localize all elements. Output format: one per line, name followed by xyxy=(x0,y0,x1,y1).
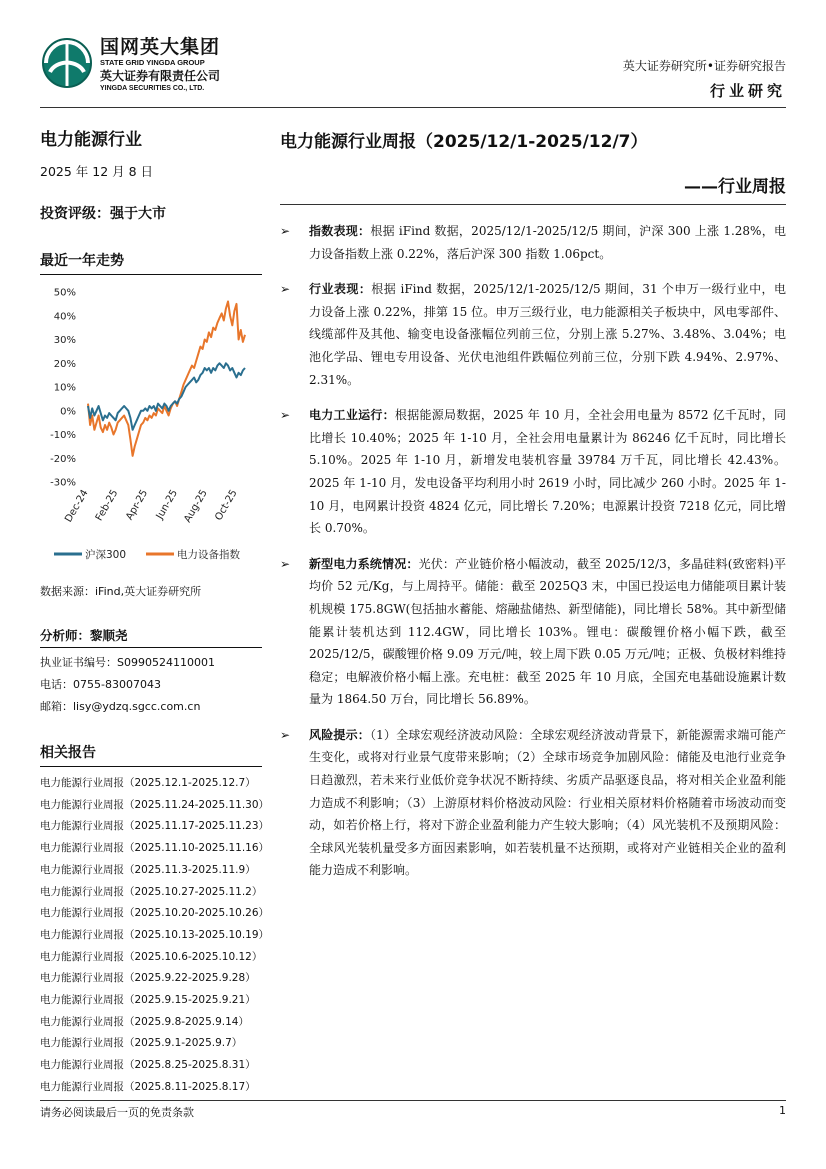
page-number: 1 xyxy=(779,1104,786,1117)
related-report-item[interactable]: 电力能源行业周报（2025.10.6-2025.10.12） xyxy=(40,950,263,963)
report-date: 2025 年 12 月 8 日 xyxy=(40,164,154,179)
risk-warning-paragraph xyxy=(280,724,786,882)
arrow-bullet-icon: ➢ xyxy=(280,282,291,297)
arrow-bullet-icon: ➢ xyxy=(280,727,291,742)
related-report-item[interactable]: 电力能源行业周报（2025.10.20-2025.10.26） xyxy=(40,907,270,920)
report-title: 电力能源行业周报（2025/12/1-2025/12/7） xyxy=(280,132,648,152)
company-logo xyxy=(40,36,260,96)
y-tick-label: 40% xyxy=(53,311,76,323)
y-tick-label: -20% xyxy=(50,453,76,465)
x-tick-label: Jun-25 xyxy=(154,488,180,522)
related-report-item[interactable]: 电力能源行业周报（2025.11.10-2025.11.16） xyxy=(40,842,270,855)
logo-cn-name: 国网英大集团 xyxy=(100,36,221,58)
trend-chart xyxy=(40,280,262,570)
legend-label: 电力设备指数 xyxy=(177,549,240,561)
related-report-item[interactable]: 电力能源行业周报（2025.9.22-2025.9.28） xyxy=(40,972,256,985)
x-tick-label: Feb-25 xyxy=(93,488,121,523)
header-divider xyxy=(40,107,786,108)
paragraph-lead: 电力工业运行： xyxy=(309,408,395,423)
related-report-item[interactable]: 电力能源行业周报（2025.8.25-2025.8.31） xyxy=(40,1059,256,1072)
logo-en-subsidiary: YINGDA SECURITIES CO., LTD. xyxy=(100,85,205,92)
y-tick-label: 30% xyxy=(53,335,76,346)
y-tick-label: 10% xyxy=(53,382,76,394)
x-tick-label: Oct-25 xyxy=(213,488,240,523)
index-performance-paragraph xyxy=(280,220,786,265)
analyst-cert: 执业证书编号：S0990524110001 xyxy=(40,656,215,669)
related-report-item[interactable]: 电力能源行业周报（2025.11.3-2025.11.9） xyxy=(40,863,256,876)
related-reports xyxy=(40,744,270,1099)
disclaimer-note: 请务必阅读最后一页的免责条款 xyxy=(40,1106,194,1119)
paragraph-lead: 新型电力系统情况： xyxy=(309,556,419,571)
logo-en-name: STATE GRID YINGDA GROUP xyxy=(100,58,205,67)
industry-name: 电力能源行业 xyxy=(40,130,142,150)
related-report-item[interactable]: 电力能源行业周报（2025.8.11-2025.8.17） xyxy=(40,1080,256,1093)
industry-performance-paragraph xyxy=(280,278,786,391)
header-subtitle: 英大证券研究所•证券研究报告 xyxy=(622,59,786,73)
analyst-email[interactable]: 邮箱：lisy@ydzq.sgcc.com.cn xyxy=(40,700,201,713)
y-tick-label: -30% xyxy=(50,477,76,489)
x-tick-label: Dec-24 xyxy=(63,488,91,525)
related-report-item[interactable]: 电力能源行业周报（2025.11.24-2025.11.30） xyxy=(40,798,270,811)
related-list xyxy=(40,773,270,1099)
paragraph-lead: 风险提示： xyxy=(309,727,370,742)
paragraph-lead: 指数表现： xyxy=(309,224,371,238)
y-tick-label: 0% xyxy=(60,406,76,418)
arrow-bullet-icon: ➢ xyxy=(280,556,291,571)
trend-section-title: 最近一年走势 xyxy=(40,252,262,275)
related-title: 相关报告 xyxy=(40,744,262,767)
series-line xyxy=(88,302,245,456)
paragraph-text: （1）全球宏观经济波动风险：全球宏观经济波动背景下，新能源需求端可能产生变化，或将对行业景气度带来影响；（2）全球市场竞争加剧风险：储能及电池行业竞争日趋激烈，若未来行业低价竞争状况不断持续、劣质产品驱逐良品，将对相关企业盈利能力造成不利影响；（3）上游原材料价格波动风险：行业相关原材料价格随着市场波动而变动，如若价格上行，将对下游企业盈利能力产生较大影响；（4）风光装机不及预期风险：全球风光装机量受多方面因素影响，如若装机量不达预期，或将对产业链相关企业的盈利能力造成不利影响。 xyxy=(309,727,786,878)
title-divider xyxy=(280,204,786,205)
investment-rating: 投资评级：强于大市 xyxy=(40,206,166,222)
state-grid-logo-icon xyxy=(40,36,94,90)
related-report-item[interactable]: 电力能源行业周报（2025.9.1-2025.9.7） xyxy=(40,1037,243,1050)
analyst-block xyxy=(40,626,262,714)
related-report-item[interactable]: 电力能源行业周报（2025.10.27-2025.11.2） xyxy=(40,885,263,898)
y-tick-label: -10% xyxy=(50,430,76,441)
paragraph-text: 根据 iFind 数据，2025/12/1-2025/12/5 期间，沪深 300 上涨 1.28%，电力设备指数上涨 0.22%，落后沪深 300 指数 1.06pct。 xyxy=(309,224,786,261)
paragraph-text: 根据能源局数据，2025 年 10 月，全社会用电量为 8572 亿千瓦时，同比增长 10.40%；2025 年 1-10 月，全社会用电量累计为 86246 亿千瓦时，同比增长 5.10%。2025 年 1-10 月，新增发电装机容量 39784 万千瓦，同比增长 42.43%。2025 年 1-10 月，发电设备平均利用小时 2619 小时，同比减少 260 小时。2025 年 1-10 月，电网累计投资 4824 亿元，同比增长 7.20%；电源累计投资 7218 亿元，同比增长 0.70%。 xyxy=(309,408,786,536)
y-tick-label: 20% xyxy=(53,358,76,370)
new-power-system-paragraph xyxy=(280,553,786,711)
paragraph-text: 光伏：产业链价格小幅波动，截至 2025/12/3，多晶硅料(致密料)平均价 52 元/Kg，与上周持平。储能：截至 2025Q3 末，中国已投运电力储能项目累计装机规模 175.8GW(包括抽水蓄能、熔融盐储热、新型储能)，同比增长 58%。其中新型储能累计装机达到 112.4GW，同比增长 103%。锂电：碳酸锂价格小幅下跌，截至 2025/12/5，碳酸锂价格 9.09 万元/吨，较上周下跌 0.05 万元/吨；正极、负极材料维持稳定；电解液价格小幅上涨。充电桩：截至 2025 年 10 月底，全国充电基础设施累计数量为 1864.50 万台，同比增长 56.89%。 xyxy=(309,556,786,707)
power-industry-paragraph xyxy=(280,404,786,540)
chart-source: 数据来源：iFind,英大证券研究所 xyxy=(40,585,202,598)
x-tick-label: Apr-25 xyxy=(124,488,151,523)
report-body xyxy=(280,220,786,895)
header-section: 行业研究 xyxy=(709,82,786,100)
y-tick-label: 50% xyxy=(53,287,76,299)
related-report-item[interactable]: 电力能源行业周报（2025.9.8-2025.9.14） xyxy=(40,1015,249,1028)
related-report-item[interactable]: 电力能源行业周报（2025.12.1-2025.12.7） xyxy=(40,777,256,789)
arrow-bullet-icon: ➢ xyxy=(280,224,291,238)
legend-label: 沪深300 xyxy=(85,549,127,561)
paragraph-lead: 行业表现： xyxy=(309,282,372,297)
report-subtitle: ——行业周报 xyxy=(684,177,786,197)
arrow-bullet-icon: ➢ xyxy=(280,408,291,423)
x-tick-label: Aug-25 xyxy=(182,488,210,525)
logo-cn-subsidiary: 英大证券有限责任公司 xyxy=(100,69,221,83)
footer-divider xyxy=(40,1100,786,1101)
series-line xyxy=(88,363,245,430)
related-report-item[interactable]: 电力能源行业周报（2025.9.15-2025.9.21） xyxy=(40,994,256,1007)
related-report-item[interactable]: 电力能源行业周报（2025.10.13-2025.10.19） xyxy=(40,928,270,941)
related-report-item[interactable]: 电力能源行业周报（2025.11.17-2025.11.23） xyxy=(40,820,270,833)
paragraph-text: 根据 iFind 数据，2025/12/1-2025/12/5 期间，31 个申万一级行业中，电力设备上涨 0.22%，排第 15 位。申万三级行业，电力能源相关子板块中，风电零部件、线缆部件及其他、输变电设备涨幅位列前三位，分别上涨 5.27%、3.48%、3.04%；电池化学品、锂电专用设备、光伏电池组件跌幅位列前三位，分别下跌 4.94%、2.97%、2.31%。 xyxy=(309,282,786,387)
analyst-name: 分析师：黎顺尧 xyxy=(40,626,262,648)
analyst-phone: 电话：0755-83007043 xyxy=(40,678,161,691)
